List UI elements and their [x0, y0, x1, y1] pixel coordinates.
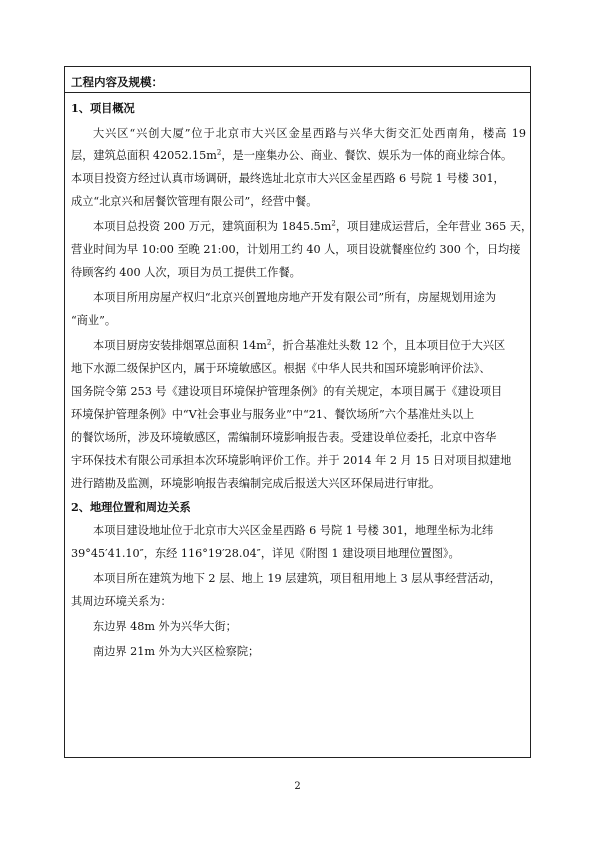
p2-line-1b: ，项目建成运营后，全年营业 365 天， [335, 220, 533, 233]
section-1-title: 1、项目概况 [71, 101, 135, 115]
p4-line-4: 环境保护管理条例》中“Ⅴ社会事业与服务业”中“21、餐饮场所”六个基准灶头以上 [71, 408, 475, 421]
p4-line-6: 宇环保技术有限公司承担本次环境影响评价工作。并于 2014 年 2 月 15 日对项目拟建地 [71, 454, 512, 467]
p2-sup: 2 [331, 219, 336, 228]
p6-line-2: 其周边环境关系为： [71, 595, 172, 608]
p1-line-2a: 层，建筑总面积 42052.15m [71, 149, 217, 162]
p4-line-1b: ，折合基准灶头数 12 个，且本项目位于大兴区 [271, 339, 506, 352]
header-title: 工程内容及规模： [71, 75, 163, 89]
p4-line-1a: 本项目厨房安装排烟罩总面积 14m [93, 339, 267, 352]
p3-line-1: 本项目所用房屋产权归“北京兴创置地房地产开发有限公司”所有，房屋规划用途为 [93, 291, 497, 304]
p1-sup: 2 [216, 148, 222, 157]
p4-line-1 [93, 339, 505, 353]
p6-line-1: 本项目所在建筑为地下 2 层、地上 19 层建筑，项目租用地上 3 层从事经营活动， [93, 572, 501, 585]
p1-line-2 [71, 149, 512, 163]
p4-sup: 2 [266, 338, 272, 347]
p3-line-2: “商业”。 [71, 314, 117, 327]
p4-line-3: 国务院令第 253 号《建设项目环境保护管理条例》的有关规定，本项目属于《建设项目 [71, 385, 503, 398]
p5-line-1: 本项目建设地址位于北京市大兴区金星西路 6 号院 1 号楼 301，地理坐标为北纬 [93, 524, 494, 537]
page-number: 2 [294, 781, 301, 792]
p4-line-5: 的餐饮场所，涉及环境敏感区，需编制环境影响报告表。受建设单位委托，北京中咨华 [71, 431, 497, 444]
p2-line-2: 营业时间为早 10:00 至晚 21:00，计划用工约 40 人，项目设就餐座位约 300 个，日均接 [71, 243, 521, 256]
p8-line-1: 南边界 21m 外为大兴区检察院； [93, 645, 260, 658]
section-2-title: 2、地理位置和周边关系 [71, 500, 191, 514]
content-frame [64, 66, 531, 758]
p1-line-2b: ，是一座集办公、商业、餐饮、娱乐为一体的商业综合体。 [221, 149, 513, 162]
p7-line-1: 东边界 48m 外为兴华大街； [93, 620, 237, 633]
header-row [65, 67, 530, 93]
p2-line-3: 待顾客约 400 人次，项目为员工提供工作餐。 [71, 266, 301, 279]
p1-line-1: 大兴区“兴创大厦”位于北京市大兴区金星西路与兴华大街交汇处西南角，楼高 19 [93, 127, 526, 140]
p5-line-2: 39°45′41.10″，东经 116°19′28.04″，详见《附图 1 建设项目地理位置图》。 [71, 547, 460, 560]
p4-line-7: 进行踏勘及监测，环境影响报告表编制完成后报送大兴区环保局进行审批。 [71, 477, 441, 490]
p1-line-3: 本项目投资方经过认真市场调研，最终选址北京市大兴区金星西路 6 号院 1 号楼 301， [71, 172, 505, 185]
p2-line-1 [93, 220, 532, 234]
p2-line-1a: 本项目总投资 200 万元，建筑面积为 1845.5m [93, 220, 332, 233]
p1-line-4: 成立“北京兴和居餐饮管理有限公司”，经营中餐。 [71, 195, 318, 208]
p4-line-2: 地下水源二级保护区内，属于环境敏感区。根据《中华人民共和国环境影响评价法》、 [71, 362, 491, 375]
